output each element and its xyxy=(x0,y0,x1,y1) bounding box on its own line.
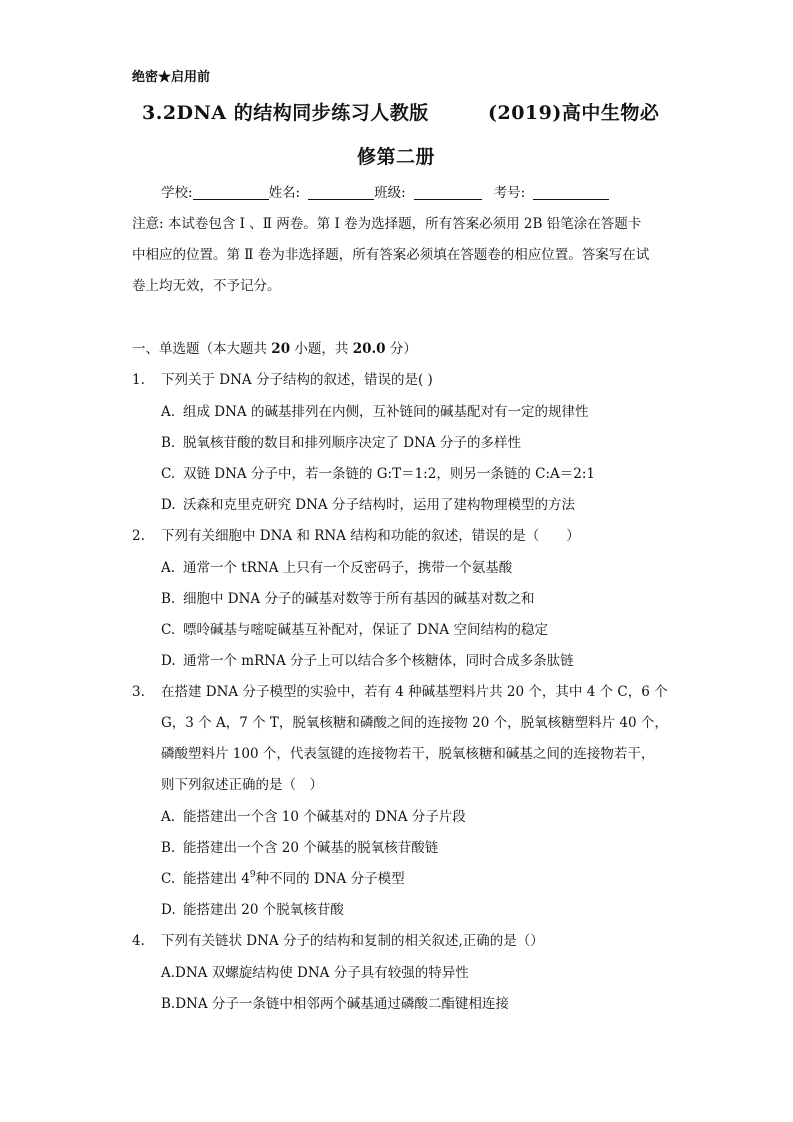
document-title-line2: 修第二册 xyxy=(357,146,436,168)
document-title-part2: (2019)高中生物必 xyxy=(488,102,660,124)
question-3-option-d[interactable]: D. 能搭建出 20 个脱氧核苷酸 xyxy=(161,902,344,918)
question-2-option-b[interactable]: B. 细胞中 DNA 分子的碱基对数等于所有基因的碱基对数之和 xyxy=(161,591,535,607)
question-3-stem: 3. 在搭建 DNA 分子模型的实验中，若有 4 种碱基塑料片共 20 个，其中 4 个 C，6 个 xyxy=(132,684,668,700)
total-score: 20.0 xyxy=(352,341,386,357)
question-3-stem-line-4: 则下列叙述正确的是（ ） xyxy=(161,777,323,793)
question-4-stem: 4. 下列有关链状 DNA 分子的结构和复制的相关叙述,正确的是（） xyxy=(132,933,544,949)
school-label: 学校: xyxy=(161,185,193,201)
notice-line-2: 中相应的位置。第 Ⅱ 卷为非选择题，所有答案必须填在答题卷的相应位置。答案写在试 xyxy=(132,247,650,263)
class-label: 班级: xyxy=(374,185,406,201)
question-2-option-a[interactable]: A. 通常一个 tRNA 上只有一个反密码子，携带一个氨基酸 xyxy=(161,560,513,576)
question-1-option-a[interactable]: A. 组成 DNA 的碱基排列在内侧，互补链间的碱基配对有一定的规律性 xyxy=(161,404,589,420)
question-1-option-c[interactable]: C. 双链 DNA 分子中，若一条链的 G:T＝1:2，则另一条链的 C:A＝2:1 xyxy=(161,466,595,482)
confidential-label: 绝密★启用前 xyxy=(132,70,211,85)
name-blank[interactable] xyxy=(308,185,374,200)
question-3-option-c[interactable]: C. 能搭建出 $4^9$种不同的 DNA 分子模型 xyxy=(161,870,405,887)
student-info-row xyxy=(161,181,609,201)
question-3-stem-line-2: G，3 个 A，7 个 T，脱氧核糖和磷酸之间的连接物 20 个，脱氧核糖塑料片 40 个， xyxy=(161,715,668,731)
school-blank[interactable] xyxy=(193,185,269,200)
section-heading: 一、单选题（本大题共 20 小题，共 20.0 分） xyxy=(132,341,417,357)
exam-no-label: 考号: xyxy=(493,185,526,201)
notice-line-3: 卷上均无效，不予记分。 xyxy=(132,278,281,294)
class-blank[interactable] xyxy=(414,185,482,200)
question-2-option-c[interactable]: C. 嘌呤碱基与嘧啶碱基互补配对，保证了 DNA 空间结构的稳定 xyxy=(161,622,548,638)
question-1-stem: 1. 下列关于 DNA 分子结构的叙述，错误的是( ) xyxy=(132,372,433,388)
exam-no-blank[interactable] xyxy=(533,185,609,200)
question-3-option-a[interactable]: A. 能搭建出一个含 10 个碱基对的 DNA 分子片段 xyxy=(161,809,466,825)
question-2-option-d[interactable]: D. 通常一个 mRNA 分子上可以结合多个核糖体，同时合成多条肽链 xyxy=(161,653,574,669)
name-label: 姓名: xyxy=(268,185,301,201)
question-4-option-a[interactable]: A.DNA 双螺旋结构使 DNA 分子具有较强的特异性 xyxy=(161,965,469,981)
question-3-option-b[interactable]: B. 能搭建出一个含 20 个碱基的脱氧核苷酸链 xyxy=(161,840,439,856)
question-count: 20 xyxy=(271,341,291,357)
question-3-stem-line-3: 磷酸塑料片 100 个，代表氢键的连接物若干，脱氧核糖和碱基之间的连接物若干， xyxy=(161,746,655,762)
question-2-stem: 2. 下列有关细胞中 DNA 和 RNA 结构和功能的叙述，错误的是（ ） xyxy=(132,528,580,544)
question-1-option-b[interactable]: B. 脱氧核苷酸的数目和排列顺序决定了 DNA 分子的多样性 xyxy=(161,435,521,451)
notice-line-1: 注意: 本试卷包含 Ⅰ 、Ⅱ 两卷。第 Ⅰ 卷为选择题，所有答案必须用 2B 铅笔涂在答题卡 xyxy=(132,216,642,232)
question-1-option-d[interactable]: D. 沃森和克里克研究 DNA 分子结构时，运用了建构物理模型的方法 xyxy=(161,497,575,513)
document-title-part1: 3.2DNA 的结构同步练习人教版 xyxy=(142,102,429,124)
question-4-option-b[interactable]: B.DNA 分子一条链中相邻两个碱基通过磷酸二酯键相连接 xyxy=(161,996,509,1012)
